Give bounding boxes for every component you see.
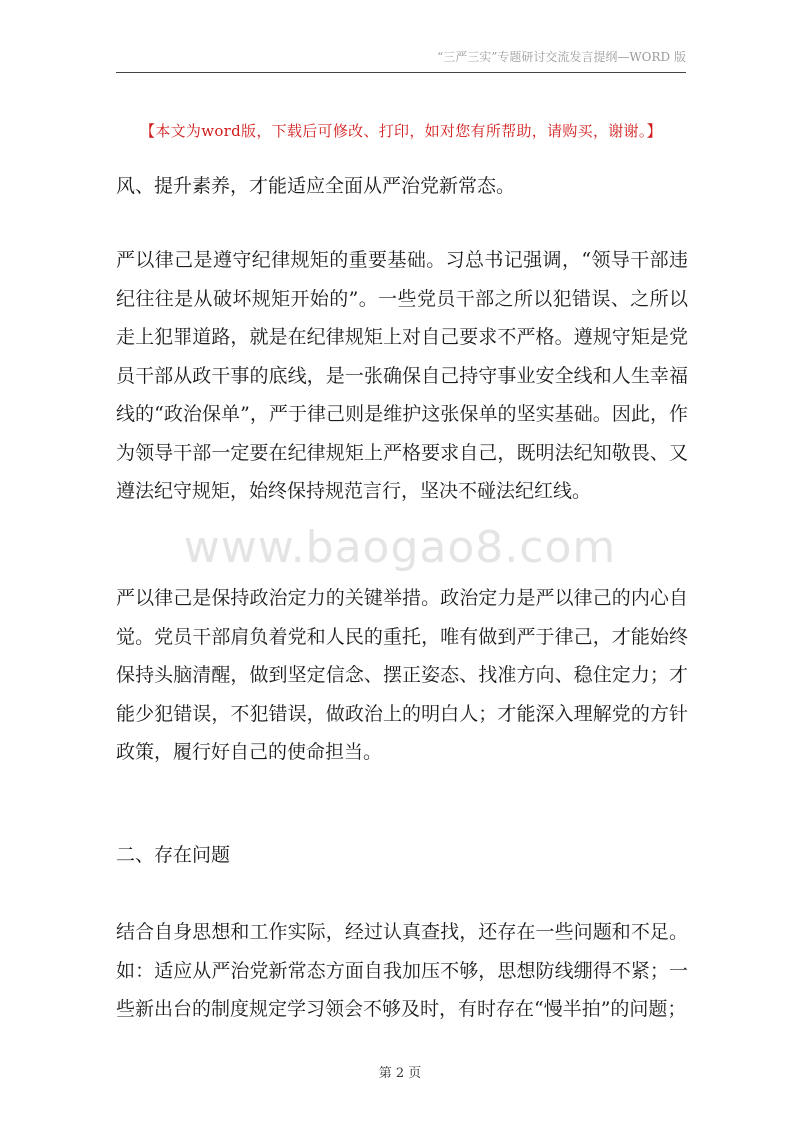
section-heading: 二、存在问题 — [116, 844, 231, 866]
watermark: www.baogao8.com — [183, 522, 617, 573]
paragraph-2: 严以律己是遵守纪律规矩的重要基础。习总书记强调，“领导干部违纪往往是从破坏规矩开始的”。一些党员干部之所以犯错误、之所以走上犯罪道路，就是在纪律规矩上对自己要求不严格。遵规守矩是党员干部从政干事的底线，是一张确保自己持守事业安全线和人生幸福线的“政治保单”，严于律己则是维护这张保单的坚实基础。因此，作为领导干部一定要在纪律规矩上严格要求自己，既明法纪知敬畏、又遵法纪守规矩，始终保持规范言行，坚决不碰法纪红线。 — [116, 249, 688, 502]
header-rule — [116, 72, 686, 73]
running-header: “三严三实”专题研讨交流发言提纲—WORD 版 — [437, 50, 686, 64]
paragraph-4: 结合自身思想和工作实际，经过认真查找，还存在一些问题和不足。如：适应从严治党新常态方面自我加压不够，思想防线绷得不紧；一些新出台的制度规定学习领会不够及时，有时存在“慢半拍”的问题； — [116, 921, 688, 1020]
purchase-notice: 【本文为word版，下载后可修改、打印，如对您有所帮助，请购买，谢谢。】 — [140, 122, 662, 140]
page-number: 第 2 页 — [378, 1066, 422, 1081]
paragraph-1: 风、提升素养，才能适应全面从严治党新常态。 — [116, 175, 516, 197]
paragraph-3: 严以律己是保持政治定力的关键举措。政治定力是严以律己的内心自觉。党员干部肩负着党和人民的重托，唯有做到严于律己，才能始终保持头脑清醒，做到坚定信念、摆正姿态、找准方向、稳住定力；才能少犯错误，不犯错误，做政治上的明白人；才能深入理解党的方针政策，履行好自己的使命担当。 — [116, 587, 688, 763]
